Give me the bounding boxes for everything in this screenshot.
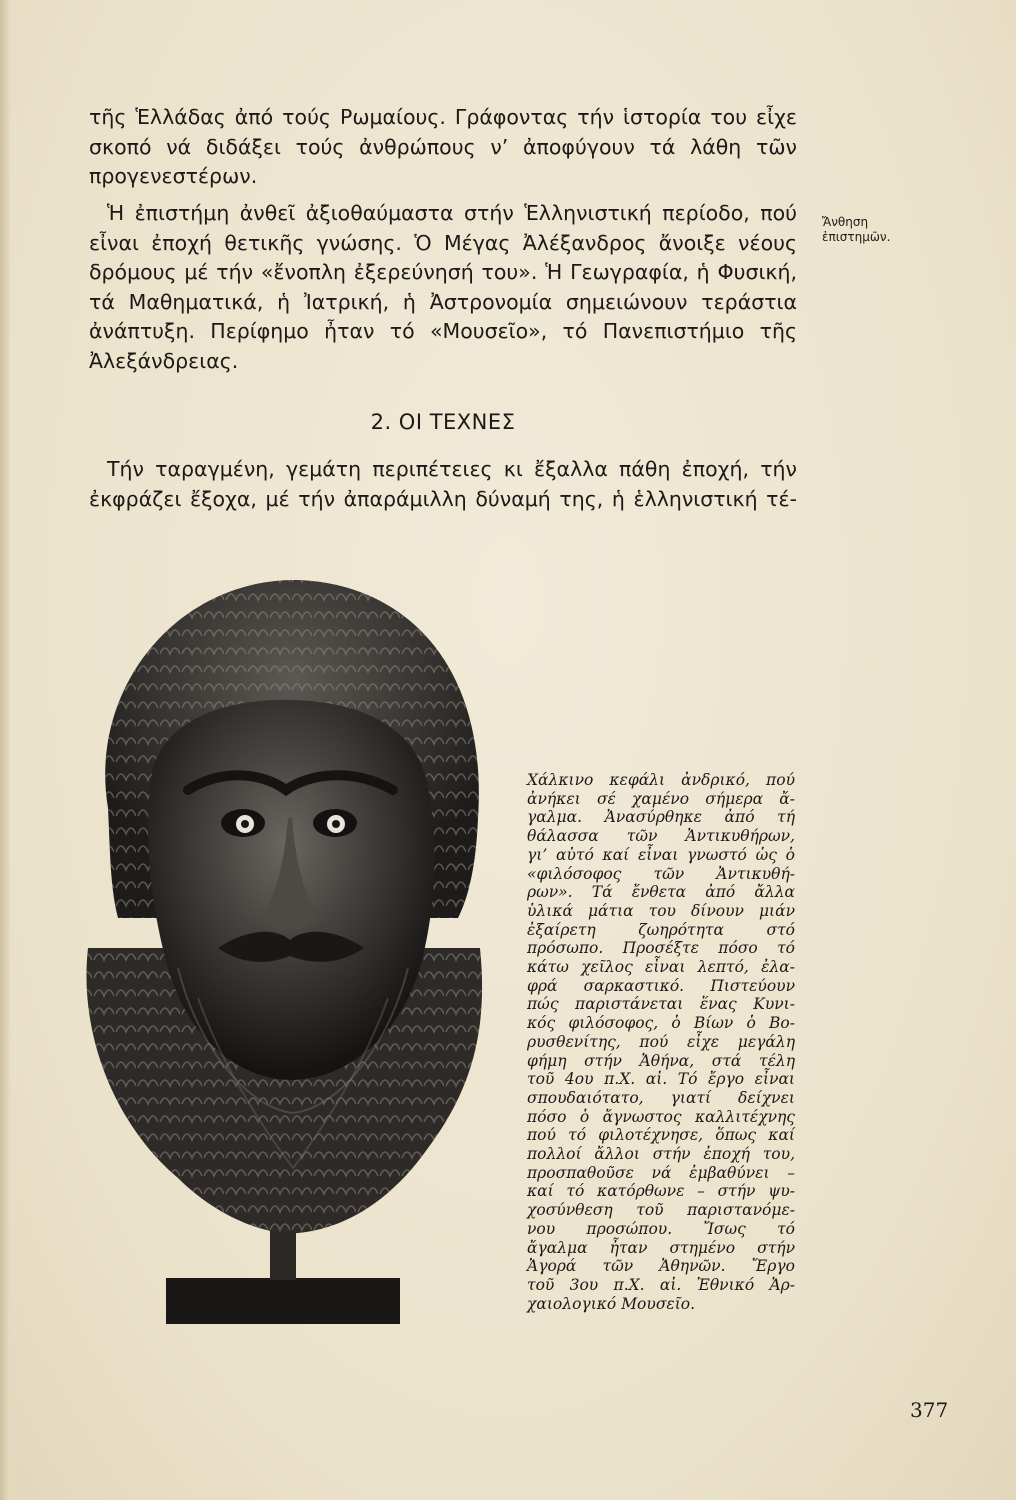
text-line: ἐκφράζει ἔξοχα, μέ τήν ἀπαράμιλλη δύναμή της, ἡ ἑλληνιστική τέ- [89,486,797,511]
caption-line: φρά σαρκαστικό. Πιστεύουν [527,976,795,995]
caption-line: θάλασσα τῶν Ἀντικυθήρων, [527,827,795,846]
text-line: σκοπό νά διδάξει τούς ἀνθρώπους ν’ ἀποφύγουν τά λάθη τῶν [89,134,797,159]
paragraph-1 [89,103,797,192]
photo-caption [527,771,795,1313]
caption-line: προσπαθοῦσε νά ἐμβαθύνει – [527,1163,795,1182]
caption-line: πού τό φιλοτέχνησε, ὅπως καί [527,1126,795,1145]
text-line: Ἀλεξάνδρειας. [89,348,239,373]
margin-note [822,215,932,245]
caption-line: τοῦ 3ου π.Χ. αἰ. Ἐθνικό Ἀρ- [527,1275,795,1294]
text-line: Τήν ταραγμένη, γεμάτη περιπέτειες κι ἔξαλλα πάθη ἐποχή, τήν [107,457,797,481]
text-line: Ἡ ἐπιστήμη ἀνθεῖ ἀξιοθαύμαστα στήν Ἑλληνιστική περίοδο, πού [107,201,797,225]
caption-line: Χάλκινο κεφάλι ἀνδρικό, πού [527,771,795,789]
caption-line: ρων». Τά ἔνθετα ἀπό ἄλλα [527,883,795,902]
caption-line: «φιλόσοφος τῶν Ἀντικυθή- [527,864,795,883]
text-line: προγενεστέρων. [89,164,258,188]
bronze-head-photo [48,568,518,1328]
section-heading: 2. ΟΙ ΤΕΧΝΕΣ [370,410,516,434]
caption-line: ἐξαίρετη ζωηρότητα στό [527,920,795,939]
caption-line: Ἀγορά τῶν Ἀθηνῶν. Ἔργο [527,1257,795,1276]
caption-line: σπουδαιότατο, γιατί δείχνει [527,1088,795,1107]
caption-line: κάτω χεῖλος εἶναι λεπτό, ἐλα- [527,958,795,977]
caption-line: γαλμα. Ἀνασύρθηκε ἀπό τή [527,808,795,827]
caption-line: γι’ αὐτό καί εἶναι γνωστό ὡς ὁ [527,845,795,864]
caption-line: καί τό κατόρθωνε – στήν ψυ- [527,1182,795,1201]
margin-note-line: Ἄνθηση [822,215,869,229]
text-line: ἀνάπτυξη. Περίφημο ἦταν τό «Μουσεῖο», τό Πανεπιστήμιο τῆς [89,319,797,343]
caption-line: ὑλικά μάτια του δίνουν μιάν [527,901,795,920]
caption-line: πώς παριστάνεται ἕνας Κυνι- [527,995,795,1014]
page-number: 377 [910,1398,949,1422]
caption-line: ἀνήκει σέ χαμένο σήμερα ἄ- [527,789,795,808]
caption-line: πόσο ὁ ἄγνωστος καλλιτέχνης [527,1107,795,1126]
text-line: τῆς Ἑλλάδας ἀπό τούς Ρωμαίους. Γράφοντας τήν ἱστορία του εἶχε [89,105,797,129]
caption-line: χαιολογικό Μουσεῖο. [527,1294,696,1313]
caption-line: ἄγαλμα ἦταν στημένο στήν [527,1238,795,1257]
paragraph-2 [89,199,797,376]
caption-line: πολλοί ἄλλοι στήν ἐποχή του, [527,1145,795,1164]
caption-line: χοσύνθεση τοῦ παριστανόμε- [527,1201,795,1220]
paragraph-3 [89,455,797,514]
caption-line: τοῦ 4ου π.Χ. αἰ. Τό ἔργο εἶναι [527,1070,795,1089]
caption-line: ρυσθενίτης, πού εἶχε μεγάλη [527,1032,795,1051]
text-line: τά Μαθηματικά, ἡ Ἰατρική, ἡ Ἀστρονομία σημειώνουν τεράστια [89,289,797,314]
pedestal [166,1278,400,1324]
caption-line: νου προσώπου. Ἴσως τό [527,1219,795,1238]
caption-line: φήμη στήν Ἀθήνα, στά τέλη [527,1051,795,1070]
text-line: εἶναι ἐποχή θετικῆς γνώσης. Ὁ Μέγας Ἀλέξανδρος ἄνοιξε νέους [89,230,797,255]
text-line: δρόμους μέ τήν «ἔνοπλη ἐξερεύνησή του». Ἡ Γεωγραφία, ἡ Φυσική, [89,260,797,284]
margin-note-line: ἐπιστημῶν. [822,230,891,244]
caption-line: κός φιλόσοφος, ὁ Βίων ὁ Βο- [527,1014,795,1033]
page-fold-shadow [0,0,10,1500]
caption-line: πρόσωπο. Προσέξτε πόσο τό [527,939,795,958]
